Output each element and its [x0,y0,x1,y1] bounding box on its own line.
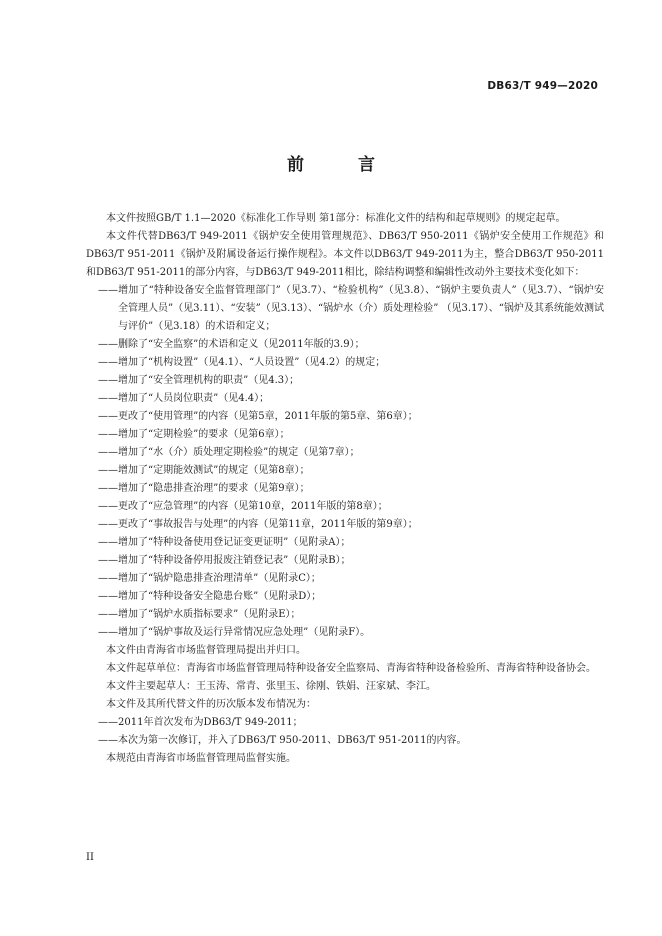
list-item: ——增加了“特种设备安全监督管理部门”（见3.7）、“检验机构”（见3.8）、“锅炉主要负责人”（见3.7）、“锅炉安全管理人员”（见3.11）、“安装”（见3.13）、“锅炉水（介）质处理检验” （见3.17）、“锅炉及其系统能效测试与评价”（见3.18）的术语和定义； [98,285,604,332]
list-item: ——增加了“机构设置”（见4.1）、“人员设置”（见4.2）的规定； [98,357,386,368]
list-item: ——增加了“安全管理机构的职责”（见4.3）； [98,375,300,386]
list-item: ——更改了“事故报告与处理”的内容（见第11章，2011年版的第9章）； [98,519,418,530]
list-item: ——增加了“锅炉水质指标要求”（见附录E）； [98,609,301,620]
list-item: ——增加了“特种设备使用登记证变更证明”（见附录A）； [98,537,351,548]
list-item: ——增加了“定期检验”的要求（见第6章）； [98,429,290,440]
list-item: ——更改了“使用管理”的内容（见第5章，2011年版的第5章、第6章）； [98,411,418,422]
list-item: ——增加了“定期能效测试”的规定（见第8章）； [98,465,310,476]
list-item: ——增加了“锅炉隐患排查治理清单”（见附录C）； [98,573,321,584]
list-item: ——本次为第一次修订，并入了DB63/T 950-2011、DB63/T 951-2011的内容。 [98,735,467,746]
list-item: ——增加了“隐患排查治理”的要求（见第9章）； [98,483,310,494]
page-number: II [86,852,94,863]
changes-list [86,282,604,642]
history-list [86,714,604,750]
list-item: ——增加了“特种设备停用报废注销登记表”（见附录B）； [98,555,351,566]
list-item: ——2011年首次发布为DB63/T 949-2011； [98,717,303,728]
list-item: ——增加了“锅炉事故及运行异常情况应急处理”（见附录F）。 [98,627,371,638]
paragraph-drafting-rule: 本文件按照GB/T 1.1—2020《标准化工作导则 第1部分：标准化文件的结构和起草规则》的规定起草。 [106,213,566,224]
paragraph-drafting-units: 本文件起草单位：青海省市场监督管理局特种设备安全监察局、青海省特种设备检验所、青海省特种设备协会。 [106,663,596,674]
list-item: ——更改了“应急管理”的内容（见第10章，2011年版的第8章）； [98,501,388,512]
paragraph-history-intro: 本文件及其所代替文件的历次版本发布情况为： [106,699,316,710]
paragraph-replacement: 本文件代替DB63/T 949-2011《锅炉安全使用管理规范》、DB63/T 950-2011《锅炉安全使用工作规范》和DB63/T 951-2011《锅炉及附属设备运行操作规程》。本文件以DB63/T 949-2011为主，整合DB63/T 950-2011和DB63/T 951-2011的部分内容，与DB63/T 949-2011相比，除结构调整和编辑性改动外主要技术变化如下： [86,231,604,278]
paragraph-proposer: 本文件由青海省市场监督管理局提出并归口。 [106,645,306,656]
doc-code: DB63/T 949—2020 [487,80,598,92]
list-item: ——增加了“特种设备安全隐患台账”（见附录D）； [98,591,322,602]
document-body [86,210,604,768]
list-item: ——删除了“安全监察”的术语和定义（见2011年版的3.9）； [98,339,365,350]
list-item: ——增加了“水（介）质处理定期检验”的规定（见第7章）； [98,447,360,458]
list-item: ——增加了“人员岗位职责”（见4.4）； [98,393,270,404]
paragraph-supervision: 本规范由青海省市场监督管理局监督实施。 [106,753,296,764]
page-title: 前 言 [287,155,399,175]
paragraph-drafters: 本文件主要起草人：王玉涛、常青、张里玉、徐刚、铁娟、汪家斌、李江。 [106,681,436,692]
